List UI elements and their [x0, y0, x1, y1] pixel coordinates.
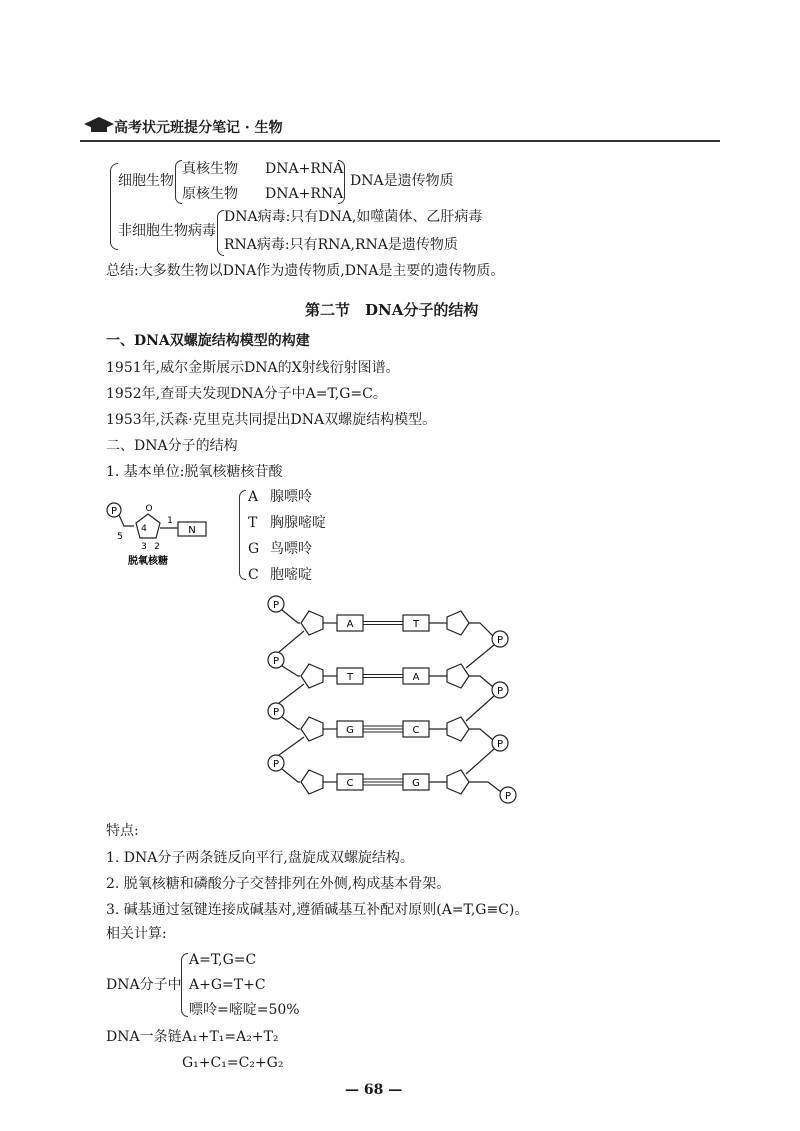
rna-virus: RNA病毒:只有RNA,RNA是遗传物质	[224, 237, 458, 253]
eukaryote-label: 真核生物	[182, 161, 238, 177]
calc-heading: 相关计算:	[106, 926, 167, 942]
virus-brace	[217, 210, 224, 256]
sugar-o-label: O	[145, 504, 153, 514]
base-a-name: 腺嘌呤	[270, 489, 312, 505]
carbon-2: 2	[154, 542, 160, 552]
base-left-label-4: C	[346, 778, 354, 789]
header-title: 高考状元班提分笔记 · 生物	[114, 120, 283, 136]
base-left-label-1: A	[346, 619, 354, 630]
backbone-right-4	[469, 782, 501, 792]
cellular-label: 细胞生物	[118, 173, 174, 189]
features-heading: 特点:	[106, 823, 139, 839]
base-left-label-2: T	[346, 672, 354, 683]
part1-line-1: 1951年,威尔金斯展示DNA的X射线衍射图谱。	[106, 360, 400, 376]
base-left-label-3: G	[346, 725, 354, 736]
cellular-conclusion: DNA是遗传物质	[350, 173, 454, 189]
cellular-brace	[175, 160, 182, 204]
carbon-5: 5	[117, 532, 123, 542]
base-c-name: 胞嘧啶	[270, 567, 312, 583]
base-a-code: A	[248, 489, 259, 505]
base-c-code: C	[248, 567, 259, 583]
chain-right-1	[466, 645, 494, 668]
summary: 总结:大多数生物以DNA作为遗传物质,DNA是主要的遗传物质。	[106, 263, 505, 279]
prokaryote-acid: DNA+RNA	[265, 186, 344, 202]
base-n-label: N	[188, 525, 196, 536]
phosphate-left-label-1: P	[272, 600, 280, 611]
backbone-left-4	[282, 769, 300, 782]
phosphate-right-label-1: P	[496, 635, 504, 646]
feature-2: 2. 脱氧核糖和磷酸分子交替排列在外侧,构成基本骨架。	[106, 876, 451, 892]
dna-virus: DNA病毒:只有DNA,如噬菌体、乙肝病毒	[224, 209, 483, 225]
nucleotide-diagram	[100, 498, 220, 568]
part2-heading: 二、DNA分子的结构	[106, 438, 238, 454]
eukaryote-acid: DNA+RNA	[265, 161, 344, 177]
page-number: — 68 —	[345, 1082, 403, 1098]
section-title: 第二节 DNA分子的结构	[305, 301, 479, 319]
chain-right-3	[466, 749, 494, 774]
phosphate-left-label-2: P	[272, 656, 280, 667]
chain-left-1	[279, 631, 304, 652]
backbone-left-2	[282, 666, 300, 676]
single-strand-label: DNA一条链	[106, 1029, 182, 1045]
part1-line-2: 1952年,查哥夫发现DNA分子中A=T,G=C。	[106, 386, 387, 402]
calc-label: DNA分子中	[106, 977, 182, 993]
part1-line-3: 1953年,沃森·克里克共同提出DNA双螺旋结构模型。	[106, 412, 437, 428]
base-t-name: 胸腺嘧啶	[270, 515, 326, 531]
sugar-left-4	[301, 770, 323, 794]
backbone-left-3	[282, 717, 300, 729]
phosphate-right-label-4: P	[504, 791, 512, 802]
feature-3: 3. 碱基通过氢键连接成碱基对,遵循碱基互补配对原则(A=T,G≡C)。	[106, 902, 529, 918]
phosphate-left-label-4: P	[272, 759, 280, 770]
base-g-code: G	[248, 541, 260, 557]
calc-rule-1: A=T,G=C	[189, 952, 257, 968]
carbon-3: 3	[141, 542, 147, 552]
backbone-left-1	[282, 610, 300, 623]
backbone-right-3	[469, 729, 493, 740]
single-strand-eq-2: G₁+C₁=C₂+G₂	[182, 1055, 284, 1071]
base-right-label-2: A	[412, 672, 420, 683]
backbone-right-2	[469, 676, 493, 687]
sugar-pentagon	[136, 514, 160, 538]
single-strand-eq-1: A₁+T₁=A₂+T₂	[182, 1029, 279, 1045]
calc-brace	[181, 953, 188, 1017]
calc-rule-3: 嘌呤=嘧啶=50%	[189, 1002, 300, 1018]
header-logo-icon	[82, 114, 116, 140]
sugar-left-3	[301, 717, 323, 741]
carbon-1: 1	[167, 516, 173, 526]
part1-heading: 一、DNA双螺旋结构模型的构建	[106, 333, 310, 349]
noncellular-label: 非细胞生物病毒	[118, 223, 216, 239]
base-right-label-3: C	[412, 725, 420, 736]
prokaryote-label: 原核生物	[182, 186, 238, 202]
base-right-label-4: G	[412, 778, 420, 789]
sugar-caption: 脱氧核糖	[128, 556, 168, 567]
header-rule	[80, 140, 720, 142]
feature-1: 1. DNA分子两条链反向平行,盘旋成双螺旋结构。	[106, 850, 414, 866]
dna-ladder-diagram	[262, 592, 528, 812]
cellular-close-brace	[338, 160, 345, 204]
phosphate-label: P	[110, 506, 118, 517]
sugar-right-1	[447, 611, 469, 635]
phosphate-right-label-2: P	[496, 686, 504, 697]
calc-rule-2: A+G=T+C	[189, 977, 266, 993]
base-g-name: 鸟嘌呤	[270, 541, 312, 557]
outer-brace	[110, 163, 118, 250]
base-right-label-1: T	[412, 619, 420, 630]
chain-left-2	[279, 684, 304, 703]
carbon-4: 4	[141, 524, 147, 534]
phosphate-right-label-3: P	[496, 739, 504, 750]
chain-right-2	[466, 696, 494, 721]
phosphate-left-label-3: P	[272, 707, 280, 718]
basic-unit: 1. 基本单位:脱氧核糖核苷酸	[106, 464, 283, 480]
base-brace	[239, 490, 246, 580]
chain-left-3	[279, 737, 304, 755]
backbone-right-1	[469, 623, 493, 636]
base-t-code: T	[248, 515, 258, 531]
